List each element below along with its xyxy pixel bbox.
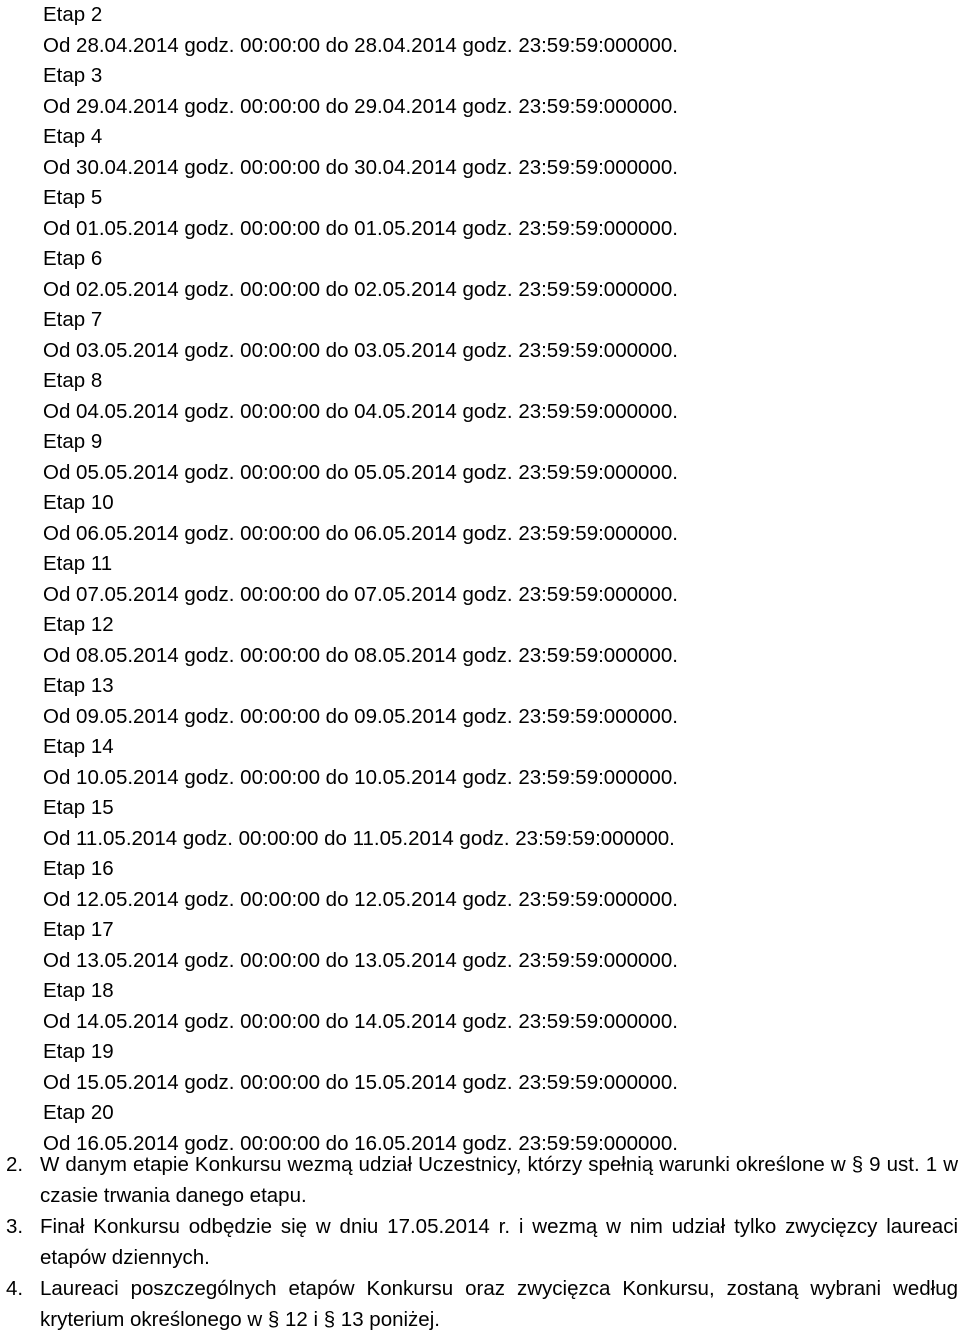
stage-title: Etap 10 [43, 491, 114, 514]
stage-entry [43, 793, 923, 854]
stage-date-range: Od 05.05.2014 godz. 00:00:00 do 05.05.2014 godz. 23:59:59:000000. [43, 460, 678, 484]
stage-date-range: Od 30.04.2014 godz. 00:00:00 do 30.04.2014 godz. 23:59:59:000000. [43, 155, 678, 179]
stage-entry [43, 854, 923, 915]
stage-entry [43, 1037, 923, 1098]
stage-date-range: Od 06.05.2014 godz. 00:00:00 do 06.05.2014 godz. 23:59:59:000000. [43, 521, 678, 545]
stage-entry [43, 305, 923, 366]
numbered-paragraph [0, 1150, 960, 1211]
stage-title: Etap 18 [43, 979, 114, 1002]
paragraph-number: 3. [6, 1215, 24, 1238]
stage-title: Etap 9 [43, 430, 103, 453]
stage-title: Etap 20 [43, 1101, 114, 1124]
stage-entry [43, 0, 923, 61]
stage-date-range: Od 01.05.2014 godz. 00:00:00 do 01.05.2014 godz. 23:59:59:000000. [43, 216, 678, 240]
stage-date-range: Od 09.05.2014 godz. 00:00:00 do 09.05.2014 godz. 23:59:59:000000. [43, 704, 678, 728]
stage-title: Etap 12 [43, 613, 114, 636]
stage-title: Etap 5 [43, 186, 103, 209]
stage-entry [43, 488, 923, 549]
stage-title: Etap 2 [43, 3, 103, 26]
stage-date-range: Od 28.04.2014 godz. 00:00:00 do 28.04.2014 godz. 23:59:59:000000. [43, 33, 678, 57]
stage-date-range: Od 13.05.2014 godz. 00:00:00 do 13.05.2014 godz. 23:59:59:000000. [43, 948, 678, 972]
stage-entry [43, 61, 923, 122]
numbered-paragraphs [0, 1150, 960, 1336]
stage-date-range: Od 02.05.2014 godz. 00:00:00 do 02.05.2014 godz. 23:59:59:000000. [43, 277, 678, 301]
stage-entry [43, 366, 923, 427]
stage-entry [43, 732, 923, 793]
paragraph-number: 2. [6, 1153, 24, 1176]
stage-title: Etap 16 [43, 857, 114, 880]
stage-title: Etap 14 [43, 735, 114, 758]
stage-entry [43, 122, 923, 183]
stage-entry [43, 549, 923, 610]
stage-date-range: Od 15.05.2014 godz. 00:00:00 do 15.05.2014 godz. 23:59:59:000000. [43, 1070, 678, 1094]
stage-title: Etap 13 [43, 674, 114, 697]
stage-list [43, 0, 923, 1159]
stage-date-range: Od 14.05.2014 godz. 00:00:00 do 14.05.2014 godz. 23:59:59:000000. [43, 1009, 678, 1033]
stage-entry [43, 976, 923, 1037]
stage-entry [43, 427, 923, 488]
stage-entry [43, 671, 923, 732]
paragraph-text: Laureaci poszczególnych etapów Konkursu oraz zwycięzca Konkursu, zostaną wybrani według kryterium określonego w § 12 i § 13 poniżej. [40, 1277, 958, 1331]
stage-title: Etap 3 [43, 64, 103, 87]
stage-title: Etap 11 [43, 552, 113, 575]
stage-entry [43, 610, 923, 671]
stage-entry [43, 244, 923, 305]
stage-date-range: Od 04.05.2014 godz. 00:00:00 do 04.05.2014 godz. 23:59:59:000000. [43, 399, 678, 423]
stage-title: Etap 4 [43, 125, 103, 148]
stage-title: Etap 8 [43, 369, 103, 392]
paragraph-number: 4. [6, 1277, 24, 1300]
stage-entry [43, 183, 923, 244]
stage-title: Etap 6 [43, 247, 103, 270]
stage-title: Etap 15 [43, 796, 114, 819]
stage-title: Etap 17 [43, 918, 114, 941]
paragraph-text: W danym etapie Konkursu wezmą udział Uczestnicy, którzy spełnią warunki określone w § 9 ust. 1 w czasie trwania danego etapu. [40, 1153, 958, 1207]
stage-date-range: Od 03.05.2014 godz. 00:00:00 do 03.05.2014 godz. 23:59:59:000000. [43, 338, 678, 362]
stage-date-range: Od 16.05.2014 godz. 00:00:00 do 16.05.2014 godz. 23:59:59:000000. [43, 1131, 678, 1155]
stage-date-range: Od 29.04.2014 godz. 00:00:00 do 29.04.2014 godz. 23:59:59:000000. [43, 94, 678, 118]
stage-entry [43, 915, 923, 976]
stage-date-range: Od 08.05.2014 godz. 00:00:00 do 08.05.2014 godz. 23:59:59:000000. [43, 643, 678, 667]
stage-title: Etap 7 [43, 308, 103, 331]
paragraph-text: Finał Konkursu odbędzie się w dniu 17.05.2014 r. i wezmą w nim udział tylko zwycięzcy laureaci etapów dziennych. [40, 1215, 958, 1269]
stage-date-range: Od 12.05.2014 godz. 00:00:00 do 12.05.2014 godz. 23:59:59:000000. [43, 887, 678, 911]
stage-date-range: Od 10.05.2014 godz. 00:00:00 do 10.05.2014 godz. 23:59:59:000000. [43, 765, 678, 789]
numbered-paragraph [0, 1274, 960, 1335]
stage-date-range: Od 11.05.2014 godz. 00:00:00 do 11.05.2014 godz. 23:59:59:000000. [43, 826, 675, 850]
stage-title: Etap 19 [43, 1040, 114, 1063]
numbered-paragraph [0, 1212, 960, 1273]
stage-date-range: Od 07.05.2014 godz. 00:00:00 do 07.05.2014 godz. 23:59:59:000000. [43, 582, 678, 606]
